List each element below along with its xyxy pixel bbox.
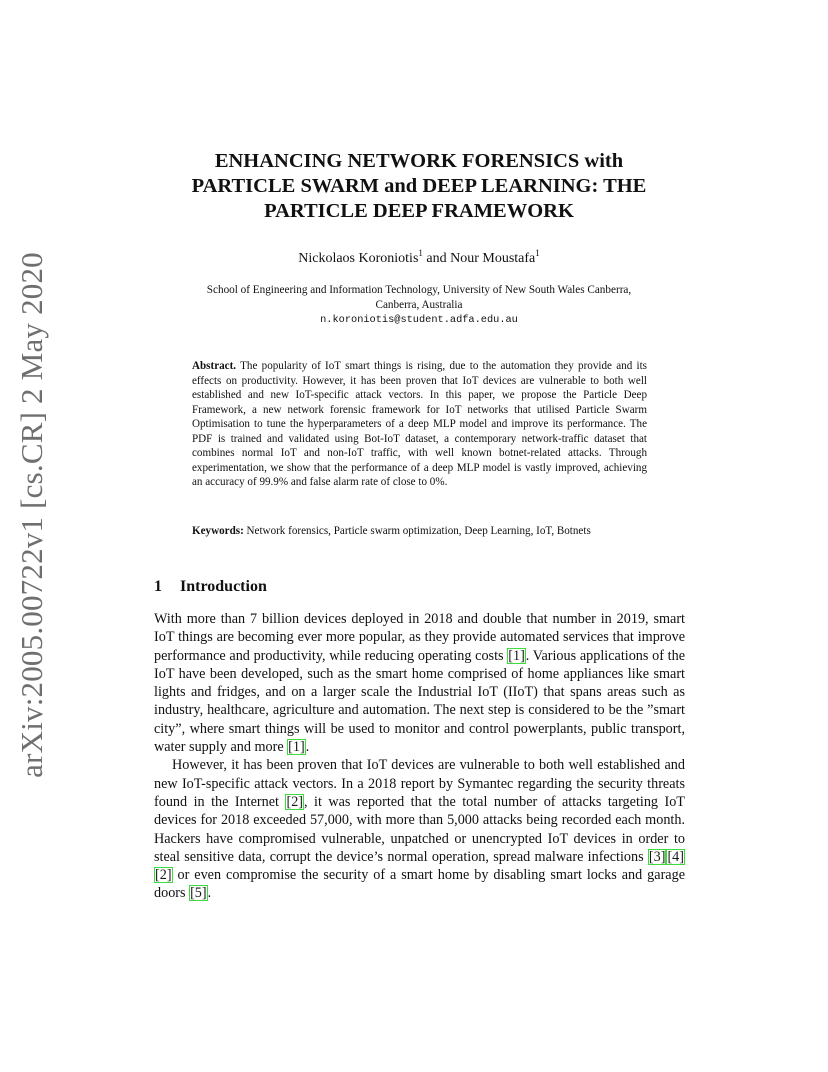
affiliation-line: School of Engineering and Information Technology, University of New South Wales Canberra, [206,284,632,296]
paragraph [154,756,685,902]
affiliation-marker: 1 [418,248,423,258]
citation-link[interactable]: [5] [190,885,207,902]
citation-link[interactable]: [2] [155,867,172,884]
abstract [192,359,647,490]
citation-link[interactable]: [4] [667,848,684,865]
paragraph-text: With more than 7 billion devices deployed in 2018 and double that number in 2019, smart IoT things are becoming ever more popular, as they provide automated services that improve performance and productivity, while reducing operating costs [154,611,685,664]
affiliation-block [150,283,688,328]
body-text [154,610,685,903]
citation-link[interactable]: [2] [286,793,304,810]
author-line [150,248,688,267]
abstract-text: The popularity of IoT smart things is rising, due to the automation they provide and its effects on productivity. However, it has been proven that IoT devices are vulnerable to both well established and new IoT-specific attack vectors. In this paper, we propose the Particle Deep Framework, a new network forensic framework for IoT networks that utilised Particle Swarm Optimisation to tune the hyperparameters of a deep MLP model and improve its performance. The PDF is trained and validated using Bot-IoT dataset, a contemporary network-traffic dataset that combines normal IoT and non-IoT traffic, with well known botnet-related attacks. Through experimentation, we show that the performance of a deep MLP model is vastly improved, achieving an accuracy of 99.9% and false alarm rate of close to 0%. [192,360,647,489]
arxiv-side-stamp [12,252,52,778]
paragraph-text: However, it has been proven that IoT devices are vulnerable to both well established and new IoT-specific attack vectors. In a 2018 report by Symantec regarding the security threats found in the Internet [154,757,685,810]
paragraph-text: , it was reported that the total number of attacks targeting IoT devices for 2018 exceeded 57,000, with more than 5,000 attacks being recorded each month. Hackers have compromised vulnerable, unpatched or unencrypted IoT devices in order to steal sensitive data, corrupt the device’s normal operation, spread malware infections [154,793,685,865]
paragraph-text: . [305,739,310,756]
keywords-text: Network forensics, Particle swarm optimization, Deep Learning, IoT, Botnets [243,525,591,537]
paragraph-text: . [207,885,212,902]
author-name: Nickolaos Koroniotis [298,251,419,266]
section-heading [154,578,267,596]
paragraph-text: . Various applications of the IoT have been developed, such as the smart home comprised of home appliances like smart lights and fridges, and on a larger scale the Industrial IoT (IIoT) that spans areas such as industry, healthcare, agriculture and automation. The next step is considered to be the ”smart city”, where smart things will be used to monitor and control powerplants, public transport, water supply and more [154,647,685,756]
title-line: PARTICLE SWARM and DEEP LEARNING: THE [191,175,647,197]
paragraph-text: or even compromise the security of a smart home by disabling smart locks and garage doors [154,867,685,902]
title-line: ENHANCING NETWORK FORENSICS with [214,150,624,172]
affiliation-line: Canberra, Australia [375,299,463,311]
section-title: Introduction [180,578,267,595]
author-conjunction: and [422,251,451,266]
arxiv-identifier: arXiv:2005.00722v1 [cs.CR] 2 May 2020 [14,252,49,778]
title-line: PARTICLE DEEP FRAMEWORK [264,200,574,222]
citation-link[interactable]: [1] [508,647,525,664]
author-email[interactable]: n.koroniotis@student.adfa.edu.au [320,314,518,326]
keywords [192,524,647,539]
keywords-label: Keywords: [192,525,244,537]
citation-link[interactable]: [3] [648,848,666,865]
affiliation-marker: 1 [535,248,540,258]
paragraph [154,610,685,756]
abstract-label: Abstract. [192,360,237,372]
citation-link[interactable]: [1] [288,739,305,756]
author-name: Nour Moustafa [450,251,536,266]
paper-title [150,149,688,224]
section-number: 1 [154,578,162,595]
